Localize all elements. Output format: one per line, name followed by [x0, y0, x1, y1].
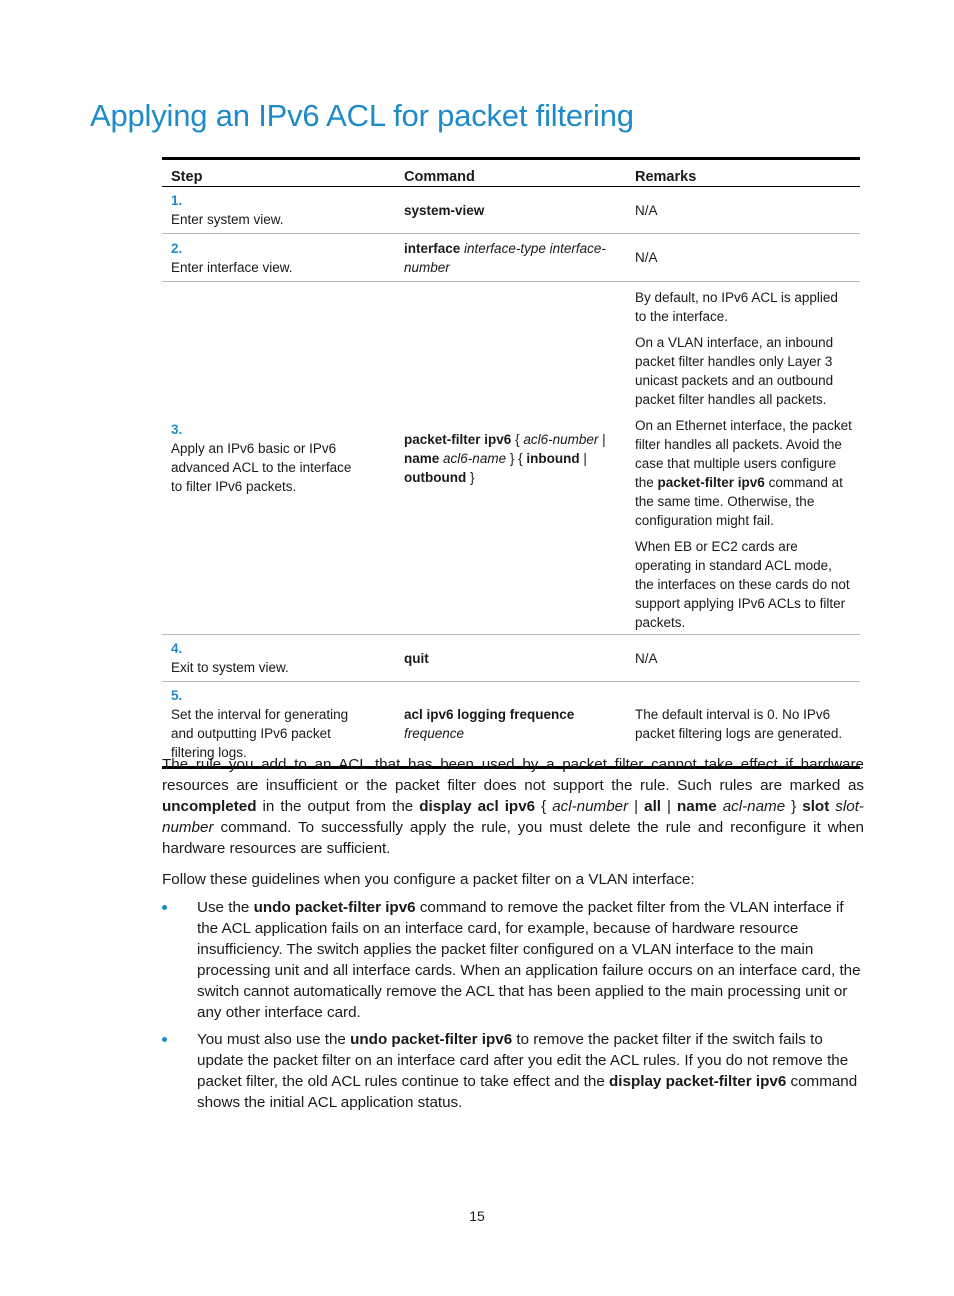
step-text: Set the interval for generating and outputting IPv6 packet filtering logs. [171, 707, 349, 760]
command-cell [395, 635, 626, 682]
table-row [162, 635, 860, 682]
remark-paragraph: By default, no IPv6 ACL is applied to the interface. [635, 290, 838, 324]
page-number: 15 [469, 1208, 485, 1224]
remarks-cell: N/A [626, 234, 860, 282]
step-cell [162, 635, 395, 682]
command-keyword: acl ipv6 logging frequence [404, 707, 575, 722]
command-keyword: inbound [526, 450, 580, 466]
step-number: 2. [171, 240, 183, 256]
header-remarks: Remarks [626, 159, 860, 187]
remark-text: command at the same time. Otherwise, the configuration might fail. [635, 475, 843, 528]
command-keyword: packet-filter ipv6 [404, 431, 512, 447]
command-cell [395, 282, 626, 635]
syntax-brace: } [470, 469, 475, 485]
step-cell [162, 234, 395, 282]
step-number: 4. [171, 641, 183, 656]
bullet-icon [162, 1037, 167, 1042]
header-command: Command [395, 159, 626, 187]
command-argument: interface-type interface-number [404, 240, 606, 275]
syntax-brace: } { [509, 450, 523, 466]
remarks-cell: The default interval is 0. No IPv6 packet filtering logs are generated. [635, 707, 843, 741]
table-row [162, 282, 860, 635]
command-cell [395, 234, 626, 282]
command-cell [395, 187, 626, 234]
command-keyword: interface [404, 240, 461, 256]
command-keyword: system-view [404, 202, 485, 218]
table-header-row [162, 159, 860, 187]
bullet-icon [162, 905, 167, 910]
table-row [162, 187, 860, 234]
remarks-cell [626, 282, 860, 635]
list-item: Use the undo packet-filter ipv6 command to remove the packet filter from the VLAN interface if the ACL application fails on an interface card, for example, because of hardware resource insufficiency. The switch applies the packet filter configured on a VLAN interface to the main processing unit and all interface cards. When an application failure occurs on an interface card, the switch cannot automatically remove the ACL that has been applied to the main processing unit or any other interface card. [162, 897, 868, 1023]
step-cell [162, 282, 395, 635]
step-text: Enter interface view. [171, 259, 293, 275]
table-row [162, 234, 860, 282]
remark-paragraph [635, 416, 852, 530]
step-number: 3. [171, 422, 183, 437]
step-number: 1. [171, 193, 183, 208]
step-text: Exit to system view. [171, 660, 289, 675]
command-keyword: quit [404, 650, 429, 666]
command-argument: acl6-name [443, 450, 507, 466]
command-keyword: outbound [404, 469, 467, 485]
command-argument: frequence [404, 726, 465, 741]
syntax-separator: | [602, 431, 606, 447]
configuration-steps-table [162, 157, 860, 769]
remark-paragraph: When EB or EC2 cards are operating in standard ACL mode, the interfaces on these cards do not support applying IPv6 ACLs to filter packets. [635, 539, 850, 630]
command-keyword: packet-filter ipv6 [657, 475, 765, 490]
syntax-separator: | [583, 450, 587, 466]
remarks-cell: N/A [626, 187, 860, 234]
remarks-cell: N/A [626, 635, 860, 682]
header-step: Step [162, 159, 395, 187]
command-argument: acl6-number [523, 431, 599, 447]
body-paragraph: Follow these guidelines when you configure a packet filter on a VLAN interface: [162, 871, 695, 888]
body-paragraph: The rule you add to an ACL that has been used by a packet filter cannot take effect if hardware resources are insufficient or the packet filter does not support the rule. Such rules are marked as uncompleted in the output from the display acl ipv6 { acl-number | all | name acl-name } slot slot-number command. To successfully apply the rule, you must delete the rule and reconfigure it when hardware resources are sufficient. [162, 756, 864, 857]
remark-paragraph: On a VLAN interface, an inbound packet filter handles only Layer 3 unicast packets and an outbound packet filter handles all packets. [635, 335, 834, 407]
step-number: 5. [171, 688, 183, 703]
step-text: Enter system view. [171, 212, 284, 227]
guidelines-list [162, 897, 868, 1119]
command-keyword: name [404, 450, 440, 466]
syntax-brace: { [515, 431, 520, 447]
step-cell [162, 187, 395, 234]
remark-text: On an Ethernet interface, the packet filter handles all packets. Avoid the case that multiple users configure the [635, 418, 852, 490]
step-text: Apply an IPv6 basic or IPv6 advanced ACL to the interface to filter IPv6 packets. [171, 441, 352, 494]
list-item: You must also use the undo packet-filter ipv6 to remove the packet filter if the switch fails to update the packet filter on an interface card after you edit the ACL rules. If you do not remove the packet filter, the old ACL rules continue to take effect and the display packet-filter ipv6 command shows the initial ACL application status. [162, 1029, 868, 1113]
page-title: Applying an IPv6 ACL for packet filtering [90, 98, 634, 133]
